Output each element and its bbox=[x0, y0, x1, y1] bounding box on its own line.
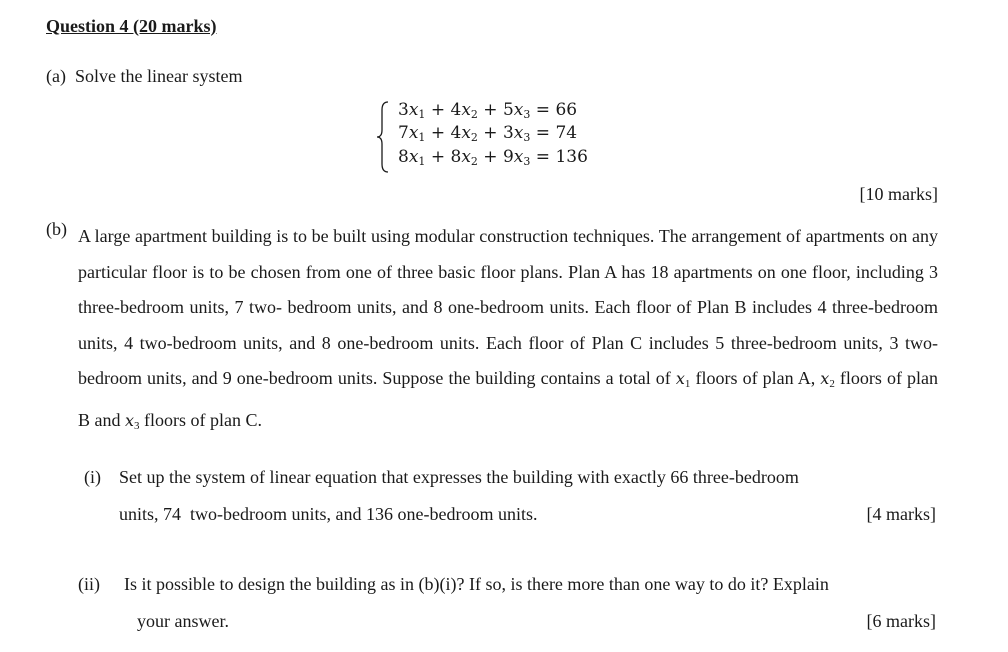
equation-row: $7x_1 + 4x_2 + 3x_3 = 74$ bbox=[398, 123, 578, 144]
sub-ii-line: Is it possible to design the building as in (b)(i)? If so, is there more than one way to do it? Explain bbox=[124, 574, 829, 594]
sub-ii-line: your answer. bbox=[137, 611, 229, 631]
part-b-label: (b) bbox=[46, 219, 67, 239]
sub-i-label: (i) bbox=[84, 467, 101, 487]
part-a-label: (a) bbox=[46, 66, 66, 86]
equation-row: $3x_1 + 4x_2 + 5x_3 = 66$ bbox=[398, 100, 578, 121]
part-a-prompt bbox=[46, 66, 242, 87]
sub-ii-label: (ii) bbox=[78, 574, 100, 594]
equation-row: $8x_1 + 8x_2 + 9x_3 = 136$ bbox=[398, 147, 588, 168]
sub-i-marks: [4 marks] bbox=[866, 504, 936, 524]
sub-i-line: units, 74 two-bedroom units, and 136 one-bedroom units. bbox=[119, 504, 538, 524]
part-b-paragraph: A large apartment building is to be built using modular construction techniques. The arrangement of apartments on any particular floor is to be chosen from one of three basic floor plans. Plan A has 18 apartments on one floor, including 3 three-bedroom units, 7 two- bedroom units, and 8 one-bedroom units. Each floor of Plan B includes 4 three-bedroom units, 4 two-bedroom units, and 8 one-bedroom units. Each floor of Plan C includes 5 three-bedroom units, 3 two-bedroom units, and 9 one-bedroom units. Suppose the building contains a total of $x_1$ floors of plan A, $x_2$ floors of plan B and $x_3$ floors of plan C. bbox=[78, 226, 939, 432]
part-a-text: Solve the linear system bbox=[74, 66, 243, 86]
sub-ii-marks: [6 marks] bbox=[866, 611, 936, 631]
left-brace bbox=[376, 100, 390, 174]
part-a-marks: [10 marks] bbox=[859, 184, 938, 204]
sub-i-line: Set up the system of linear equation that expresses the building with exactly 66 three-bedroom bbox=[119, 467, 799, 487]
linear-system bbox=[376, 100, 636, 174]
question-title: Question 4 (20 marks) bbox=[46, 16, 217, 36]
